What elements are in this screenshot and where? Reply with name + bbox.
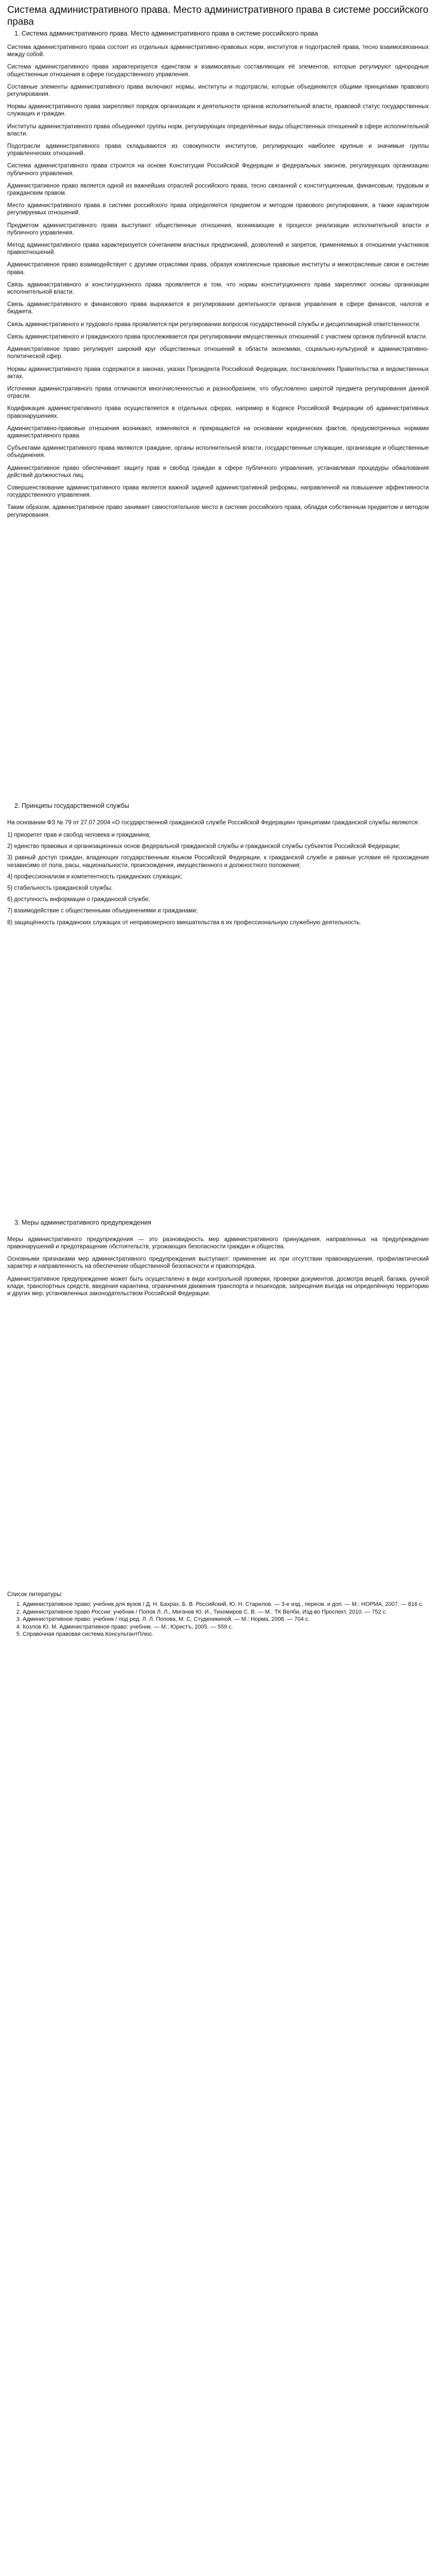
principle-item: 2) единство правовых и организационных основ федеральной гражданской службы и гражданской службы субъектов Российской Федерации; [7, 843, 400, 850]
principle-item: 7) взаимодействие с общественными объединениями и гражданами; [7, 908, 198, 914]
section-1-paragraph: Связь административного и конституционного права проявляется в том, что нормы конституционного права закрепляют основы организации исполнительной власти. [7, 281, 429, 296]
section-1-paragraph: Административное право является одной из важнейших отраслей российского права, тесно связанной с конституционным, финансовым, трудовым и гражданским правом. [7, 182, 429, 197]
literature-item: 4. Козлов Ю. М. Административное право: учебник. — М.: Юристъ, 2005. — 559 с. [23, 1624, 429, 1631]
section-3-paragraph: Основными признаками мер административного предупреждения выступают: применение их при отсутствии правонарушения, профилактический характер и направленность на обеспечение общественной безопасности и правопорядка. [7, 1256, 429, 1270]
section-1-paragraph: Предметом административного права выступают общественные отношения, возникающие в процессе реализации исполнительной власти и публичного управления. [7, 222, 429, 236]
section-1-paragraph: Подотрасли административного права складываются из совокупности институтов, регулирующих наиболее крупные и значимые группы управленческих отношений. [7, 143, 429, 157]
section-1-paragraph: Составные элементы административного права включают нормы, институты и подотрасли, которые объединяются общими принципами правового регулирования. [7, 83, 429, 98]
blank-space [7, 524, 429, 802]
section-3-paragraph: Административное предупреждение может быть осуществлено в виде контрольной проверки, проверки документов, досмотра вещей, багажа, ручной клади, транспортных средств, введения карантина, ограничения движения транспорта и пешеходов, запрещения въезда на определённую территорию и других мер, установленных законодательством Российской Федерации. [7, 1276, 429, 1297]
principle-item: 5) стабильность гражданской службы; [7, 885, 113, 891]
section-1-paragraph: Институты административного права объединяют группы норм, регулирующих определённые виды общественных отношений в сфере исполнительной власти. [7, 123, 429, 137]
section-2-list [7, 832, 429, 926]
section-1-paragraph: Источники административного права отличаются многочисленностью и разнообразием, что обусловлено широтой предмета регулирования данной отрасли. [7, 385, 429, 400]
section-2-intro: На основании ФЗ № 79 от 27.07.2004 «О государственной гражданской службе Российской Федерации» принципами гражданской службы являются: [7, 819, 420, 826]
section-1-paragraph: Административно-правовые отношения возникают, изменяются и прекращаются на основании юридических фактов, предусмотренных нормами административного права. [7, 425, 429, 439]
section-1-paragraph: Таким образом, административное право занимает самостоятельное место в системе российского права, обладая собственным предметом и методом регулирования. [7, 504, 429, 518]
section-1-paragraph: Связь административного и трудового права проявляется при регулировании вопросов государственной службы и дисциплинарной ответственности. [7, 321, 421, 328]
section-1-paragraph: Система административного права строится на основе Конституции Российской Федерации и федеральных законов, регулирующих организацию публичного управления. [7, 163, 429, 177]
literature-item: 5. Справочная правовая система КонсультантПлюс. [23, 1631, 429, 1638]
section-2-heading: 2. Принципы государственной службы [14, 802, 129, 809]
blank-space [7, 930, 429, 1219]
section-1-paragraph: Связь административного и гражданского права прослеживается при регулировании имущественных отношений с участием органов публичной власти. [7, 333, 427, 340]
document-title: Система административного права. Место административного права в системе российского права [7, 5, 429, 27]
section-1-paragraph: Административное право обеспечивает защиту прав и свобод граждан в сфере публичного управления, устанавливая процедуры обжалования действий должностных лиц. [7, 465, 429, 479]
section-3-heading: 3. Меры административного предупреждения [14, 1218, 151, 1226]
blank-space [7, 1302, 429, 1591]
principle-item: 1) приоритет прав и свобод человека и гражданина; [7, 832, 151, 838]
section-1-paragraph: Кодификация административного права осуществляется в отдельных сферах, например в Кодексе Российской Федерации об административных правонарушениях. [7, 405, 429, 419]
principle-item: 4) профессионализм и компетентность гражданских служащих; [7, 873, 182, 880]
principle-item: 6) доступность информации о гражданской службе; [7, 896, 150, 903]
literature-item: 3. Административное право: учебник / под ред. Л. Л. Попова, М. С. Студеникиной. — М.: Норма, 2008. — 704 с. [23, 1616, 429, 1623]
principle-item: 8) защищённость гражданских служащих от неправомерного вмешательства в их профессиональную служебную деятельность. [7, 919, 361, 926]
section-1-heading: 1. Система административного права. Место административного права в системе российского права [14, 30, 318, 37]
section-1-paragraph: Связь административного и финансового права выражается в регулировании деятельности органов управления в сфере финансов, налогов и бюджета. [7, 301, 429, 315]
principle-item: 3) равный доступ граждан, владеющих государственным языком Российской Федерации, к гражданской службе и равные условия её прохождения независимо от пола, расы, национальности, происхождения, имущественного и должностного положения; [7, 855, 429, 869]
section-1-paragraph: Система административного права состоит из отдельных административно-правовых норм, институтов и подотраслей права, тесно взаимосвязанных между собой. [7, 44, 429, 58]
literature-list [7, 1601, 429, 1638]
section-1-paragraph: Метод административного права характеризуется сочетанием властных предписаний, дозволений и запретов, применяемых в отношении участников правоотношений. [7, 242, 429, 256]
section-1-paragraph: Совершенствование административного права является важной задачей административной реформы, направленной на повышение эффективности государственного управления. [7, 484, 429, 499]
section-3-paragraph: Меры административного предупреждения — это разновидность мер административного принуждения, направленных на предупреждение правонарушений и предотвращение обстоятельств, угрожающих безопасности граждан и общества. [7, 1236, 429, 1250]
section-1-body [7, 44, 429, 519]
section-1-paragraph: Нормы административного права содержатся в законах, указах Президента Российской Федерации, постановлениях Правительства и ведомственных актах. [7, 366, 429, 380]
section-1-paragraph: Административное право взаимодействует с другими отраслями права, образуя комплексные правовые институты и межотраслевые связи в системе права. [7, 262, 429, 276]
section-1-paragraph: Субъектами административного права являются граждане, органы исполнительной власти, государственные служащие, организации и общественные объединения. [7, 445, 429, 459]
literature-item: 1. Административное право: учебник для вузов / Д. Н. Бахрах, Б. В. Российский, Ю. Н. Старилов. — 3-е изд., пересм. и доп. — М.: НОРМА, 2007. — 816 с. [23, 1601, 429, 1608]
section-3-body [7, 1236, 429, 1297]
literature-item: 2. Административное право России: учебник / Попов Л. Л., Мигачев Ю. И., Тихомиров С. В. — М.: ТК Велби, Изд-во Проспект, 2010. — 752 с. [23, 1609, 429, 1616]
literature-title: Список литературы: [7, 1591, 63, 1598]
section-1-paragraph: Нормы административного права закрепляют порядок организации и деятельности органов исполнительной власти, правовой статус государственных служащих и граждан. [7, 104, 429, 117]
section-1-paragraph: Система административного права характеризуется единством и взаимосвязью составляющих её элементов, которые регулируют однородные общественные отношения в сфере государственного управления. [7, 64, 429, 78]
section-1-paragraph: Место административного права в системе российского права определяется предметом и методом правового регулирования, а также характером регулируемых отношений. [7, 202, 429, 216]
section-1-paragraph: Административное право регулирует широкий круг общественных отношений в области экономики, социально-культурной и административно-политической сфер. [7, 346, 429, 360]
